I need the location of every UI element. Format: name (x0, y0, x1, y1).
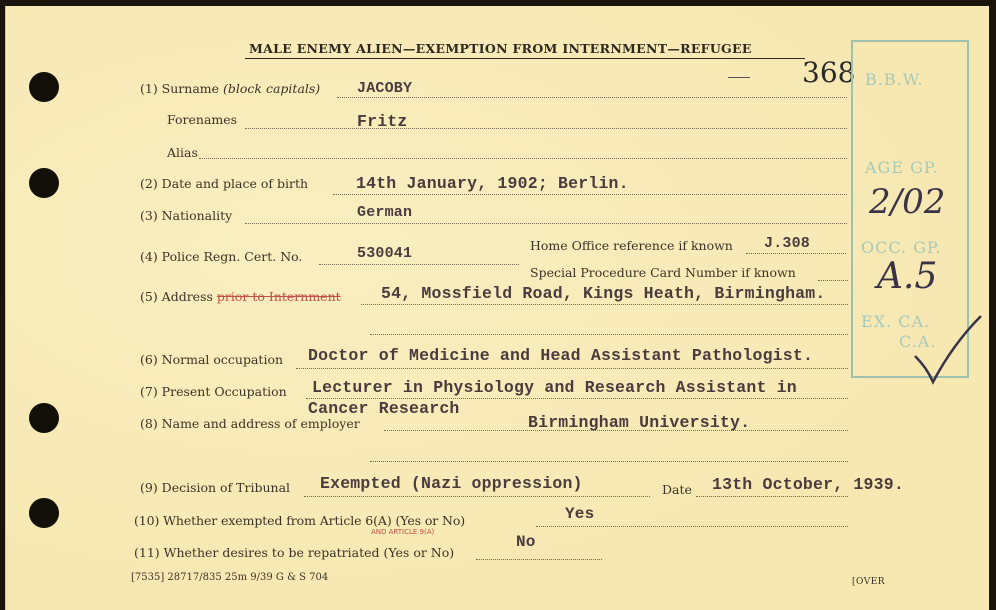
police-value: 530041 (357, 245, 413, 262)
employer-value: Birmingham University. (528, 413, 751, 432)
dotted-line (728, 77, 750, 78)
stamp-occupation-handwritten: A.5 (877, 256, 938, 297)
forenames-value: Fritz (357, 112, 408, 131)
address-struck-text: prior to Internment (216, 289, 341, 304)
police-label: (4) Police Regn. Cert. No. (140, 249, 303, 264)
nationality-label: (3) Nationality (140, 208, 233, 223)
present-occupation-label: (7) Present Occupation (140, 384, 287, 399)
over-marker: [OVER (852, 577, 886, 587)
forenames-label: Forenames (167, 112, 238, 127)
tribunal-line (304, 496, 650, 497)
special-card-label: Special Procedure Card Number if known (530, 265, 796, 280)
title-underline (245, 58, 805, 59)
dob-value: 14th January, 1902; Berlin. (356, 174, 629, 193)
punch-hole (29, 168, 59, 198)
alias-line (199, 158, 847, 159)
punch-hole (29, 72, 59, 102)
article-label: (10) Whether exempted from Article 6(A) (Yes or No) (134, 513, 466, 528)
address-line (361, 304, 848, 305)
present-occupation-value-2: Cancer Research (308, 399, 460, 418)
stamp-ex-ca: EX. CA. (861, 312, 931, 331)
stamp-age-handwritten: 2/02 (869, 182, 946, 222)
employer-label: (8) Name and address of employer (140, 416, 360, 431)
tribunal-label: (9) Decision of Tribunal (140, 480, 291, 495)
nationality-line (245, 223, 847, 224)
occupation-label: (6) Normal occupation (140, 352, 284, 367)
police-line (319, 264, 519, 265)
record-card (5, 6, 989, 610)
article-annotation: AND ARTICLE 9(A) (371, 528, 435, 536)
alias-label: Alias (167, 145, 198, 160)
occupation-line (296, 368, 848, 369)
article-value: Yes (565, 505, 595, 523)
home-office-label: Home Office reference if known (530, 238, 733, 253)
printer-code: [7535] 28717/835 25m 9/39 G & S 704 (131, 572, 329, 583)
dob-line (333, 194, 847, 195)
classification-stamp (851, 40, 969, 378)
repatriate-line (476, 559, 602, 560)
forenames-line (245, 128, 847, 129)
address-label: (5) Address prior to Internment (140, 289, 341, 304)
stamp-occupation-group: OCC. GP. (861, 238, 942, 257)
stamp-age-group: AGE GP. (865, 158, 939, 177)
home-office-value: J.308 (764, 235, 811, 252)
surname-label: (1) Surname (block capitals) (140, 81, 321, 96)
card-number: 368 (802, 56, 856, 89)
repatriate-value: No (516, 533, 536, 551)
address-value: 54, Mossfield Road, Kings Heath, Birmingham. (381, 284, 826, 303)
punch-hole (29, 403, 59, 433)
surname-line (337, 97, 847, 98)
special-card-line (818, 280, 848, 281)
date-label: Date (662, 482, 692, 497)
checkmark-icon (909, 310, 989, 390)
date-value: 13th October, 1939. (712, 475, 904, 494)
punch-hole (29, 498, 59, 528)
tribunal-value: Exempted (Nazi oppression) (320, 474, 583, 493)
address-line-2 (370, 334, 848, 335)
nationality-value: German (357, 204, 413, 221)
article-line (536, 526, 848, 527)
employer-line-2 (370, 461, 848, 462)
card-title: MALE ENEMY ALIEN—EXEMPTION FROM INTERNMENT—REFUGEE (249, 41, 752, 56)
stamp-ca: C.A. (899, 332, 937, 351)
occupation-value: Doctor of Medicine and Head Assistant Pathologist. (308, 346, 814, 365)
date-line (696, 496, 848, 497)
repatriate-label: (11) Whether desires to be repatriated (Yes or No) (134, 545, 455, 560)
dob-label: (2) Date and place of birth (140, 176, 309, 191)
surname-value: JACOBY (357, 80, 413, 97)
home-office-line (746, 253, 846, 254)
stamp-bbw: B.B.W. (865, 70, 924, 89)
present-occupation-value: Lecturer in Physiology and Research Assistant in (312, 378, 797, 397)
